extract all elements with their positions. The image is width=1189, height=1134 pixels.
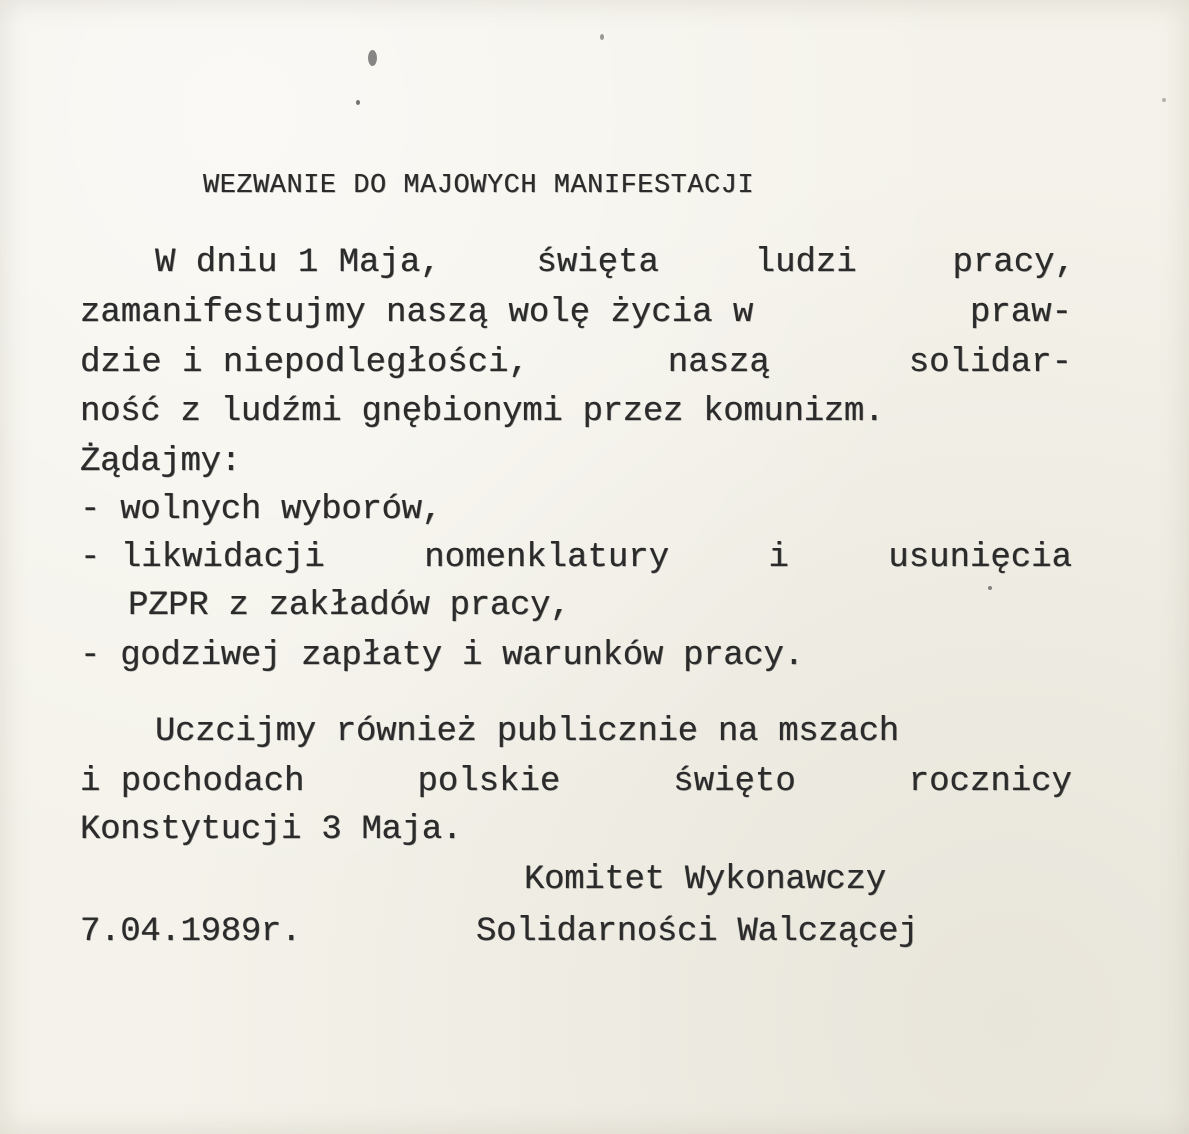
text-segment: dzie i niepodległości,	[80, 344, 529, 382]
paragraph-line	[80, 343, 1072, 383]
text-segment: święto	[673, 763, 796, 801]
demand-item-continuation: PZPR z zakładów pracy,	[128, 587, 571, 625]
text-segment: święta	[536, 244, 659, 282]
paragraph-line: Uczcijmy również publicznie na mszach	[155, 713, 899, 751]
ink-speck	[600, 34, 604, 40]
document-title: WEZWANIE DO MAJOWYCH MANIFESTACJI	[203, 171, 755, 201]
text-segment: polskie	[417, 763, 561, 801]
paragraph-line: Konstytucji 3 Maja.	[80, 811, 462, 849]
text-segment: naszą	[667, 344, 770, 382]
ink-speck	[368, 50, 377, 66]
text-segment: W dniu 1 Maja,	[155, 244, 441, 282]
text-segment: usunięcia	[888, 539, 1072, 577]
text-segment: rocznicy	[908, 763, 1072, 801]
paragraph-line	[80, 293, 1072, 333]
text-segment: ludzi	[754, 244, 857, 282]
demand-item: - godziwej zapłaty i warunków pracy.	[80, 637, 804, 675]
text-segment: nomenklatury	[424, 539, 670, 577]
text-segment: zamanifestujmy naszą wolę życia w	[80, 294, 754, 332]
text-segment: i pochodach	[80, 763, 305, 801]
text-segment: praw-	[969, 294, 1072, 332]
ink-speck	[1162, 98, 1166, 102]
signature-line: Solidarności Walczącej	[476, 913, 919, 951]
text-segment: solidar-	[908, 344, 1072, 382]
paragraph-line	[80, 762, 1072, 802]
demand-item: - wolnych wyborów,	[80, 491, 442, 529]
ink-speck	[988, 586, 992, 590]
demands-intro: Żądajmy:	[80, 443, 241, 481]
demand-item	[80, 538, 1072, 578]
text-segment: i	[768, 539, 789, 577]
ink-speck	[356, 100, 360, 105]
signature-line: Komitet Wykonawczy	[524, 861, 886, 899]
text-segment: - likwidacji	[80, 539, 325, 577]
document-date: 7.04.1989r.	[80, 913, 302, 951]
paragraph-line: ność z ludźmi gnębionymi przez komunizm.	[80, 393, 885, 431]
text-segment: pracy,	[952, 244, 1075, 282]
paragraph-line	[155, 243, 1075, 283]
